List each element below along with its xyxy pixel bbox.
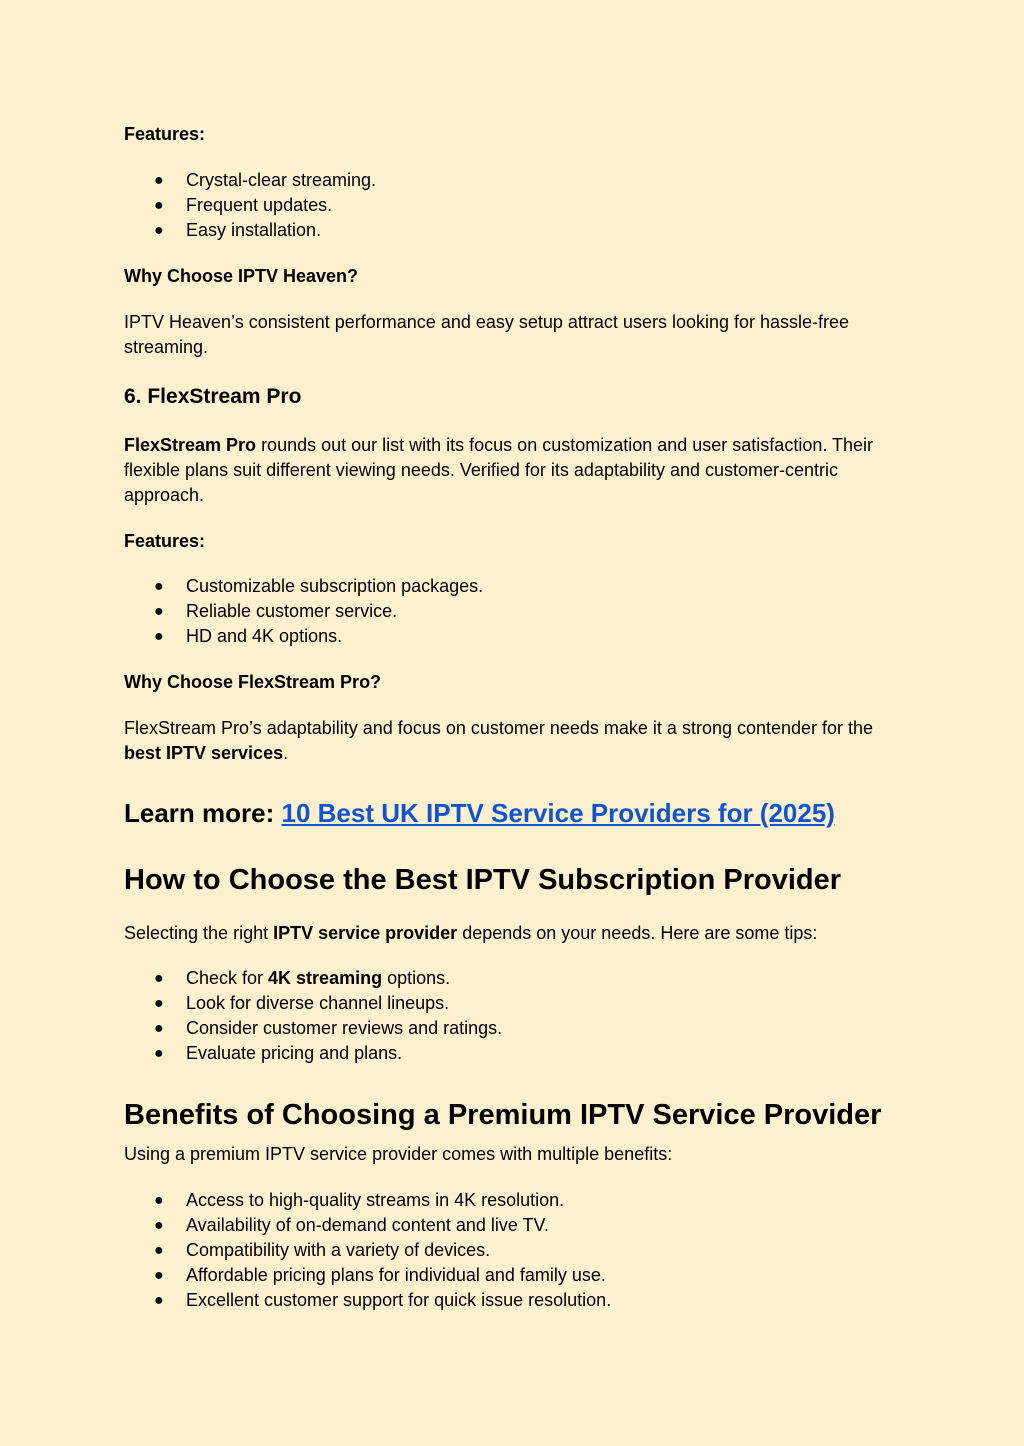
bullet-icon: ● [154, 1267, 164, 1284]
bullet-icon: ● [154, 1242, 164, 1259]
list-item: ● Reliable customer service. [124, 599, 483, 624]
list-item: ● Compatibility with a variety of devices. [124, 1238, 611, 1263]
bullet-icon: ● [154, 603, 164, 620]
learn-more-link[interactable]: 10 Best UK IPTV Service Providers for (2025) [281, 798, 835, 828]
paragraph: Using a premium IPTV service provider comes with multiple benefits: [124, 1144, 673, 1164]
list-item: ● Easy installation. [124, 218, 376, 243]
features-heading: Features: [124, 124, 206, 144]
section-heading: 6. FlexStream Pro [124, 385, 302, 408]
bullet-icon: ● [154, 578, 164, 595]
bullet-icon: ● [154, 1217, 164, 1234]
bullet-icon: ● [154, 970, 164, 987]
list-item: ● Evaluate pricing and plans. [124, 1041, 502, 1066]
heaven-features-list [124, 168, 376, 243]
list-item: ● Check for 4K streaming options. [124, 966, 502, 991]
bullet-icon: ● [154, 1020, 164, 1037]
paragraph: Selecting the right IPTV service provider depends on your needs. Here are some tips: [124, 923, 818, 943]
bullet-icon: ● [154, 1192, 164, 1209]
tips-list [124, 966, 502, 1066]
section-heading: Benefits of Choosing a Premium IPTV Service Provider [124, 1099, 882, 1131]
list-item: ● Affordable pricing plans for individual and family use. [124, 1263, 611, 1288]
paragraph: FlexStream Pro’s adaptability and focus on customer needs make it a strong contender for the best IPTV services. [124, 718, 874, 763]
list-item: ● Excellent customer support for quick issue resolution. [124, 1288, 611, 1313]
list-item: ● Availability of on-demand content and live TV. [124, 1213, 611, 1238]
list-item: ● Look for diverse channel lineups. [124, 991, 502, 1016]
bullet-icon: ● [154, 995, 164, 1012]
benefits-list [124, 1188, 611, 1313]
why-heading: Why Choose IPTV Heaven? [124, 266, 359, 286]
paragraph: IPTV Heaven’s consistent performance and easy setup attract users looking for hassle-free streaming. [124, 312, 850, 357]
bullet-icon: ● [154, 1292, 164, 1309]
list-item: ● Customizable subscription packages. [124, 574, 483, 599]
bullet-icon: ● [154, 1045, 164, 1062]
learn-more-heading: Learn more: 10 Best UK IPTV Service Providers for (2025) [124, 798, 835, 828]
list-item: ● Frequent updates. [124, 193, 376, 218]
list-item: ● Access to high-quality streams in 4K resolution. [124, 1188, 611, 1213]
why-heading: Why Choose FlexStream Pro? [124, 672, 382, 692]
flexstream-features-list [124, 574, 483, 649]
section-heading: How to Choose the Best IPTV Subscription Provider [124, 864, 842, 896]
bullet-icon: ● [154, 197, 164, 214]
list-item: ● HD and 4K options. [124, 624, 483, 649]
list-item: ● Crystal-clear streaming. [124, 168, 376, 193]
bullet-icon: ● [154, 172, 164, 189]
list-item: ● Consider customer reviews and ratings. [124, 1016, 502, 1041]
bullet-icon: ● [154, 628, 164, 645]
bullet-icon: ● [154, 222, 164, 239]
paragraph: FlexStream Pro rounds out our list with its focus on customization and user satisfaction. Their flexible plans suit different viewing needs. Verified for its adaptability and customer-centric approach. [124, 435, 874, 505]
features-heading: Features: [124, 531, 206, 551]
